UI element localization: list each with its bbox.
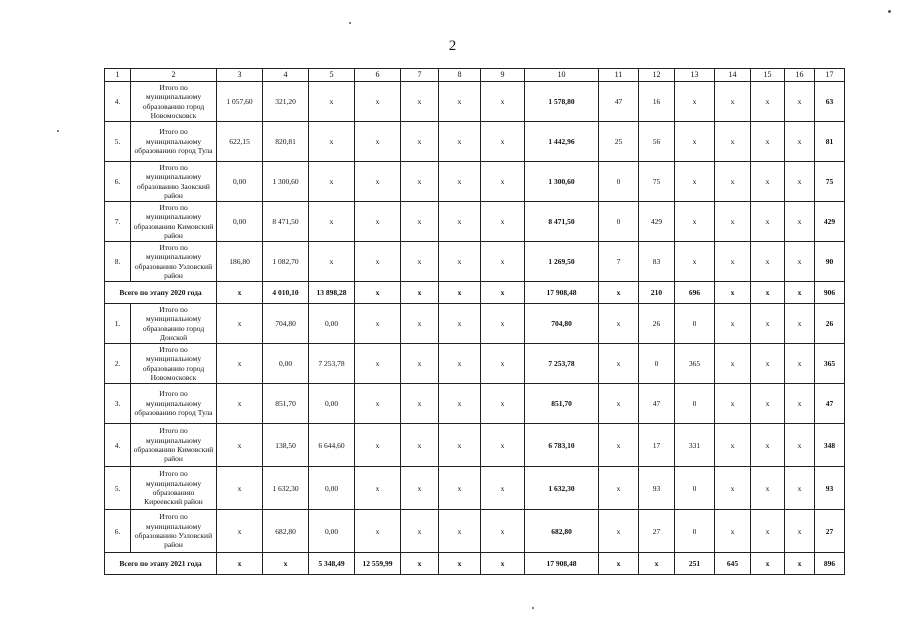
table-cell: х [751, 82, 785, 122]
table-row [105, 424, 845, 467]
table-cell: х [675, 122, 715, 162]
table-cell: х [217, 510, 263, 553]
table-cell: х [715, 202, 751, 242]
page-number: 2 [448, 38, 457, 54]
column-header: 9 [481, 69, 525, 82]
table-cell: 0 [599, 162, 639, 202]
table-row [105, 304, 845, 344]
table-cell: 696 [675, 282, 715, 304]
table-cell: х [751, 553, 785, 575]
table-row [105, 202, 845, 242]
table-cell: х [715, 344, 751, 384]
table-row [105, 162, 845, 202]
table-cell: х [785, 424, 815, 467]
table-cell: х [675, 82, 715, 122]
table-cell: х [715, 82, 751, 122]
table-row [105, 82, 845, 122]
table-cell: х [481, 344, 525, 384]
column-header: 12 [639, 69, 675, 82]
table-cell: 26 [815, 304, 845, 344]
table-cell: 0 [675, 467, 715, 510]
table-cell: х [401, 344, 439, 384]
table-cell: х [751, 344, 785, 384]
table-cell: 682,80 [525, 510, 599, 553]
table-cell: х [401, 202, 439, 242]
table-cell: 17 908,48 [525, 553, 599, 575]
table-cell: х [751, 242, 785, 282]
table-cell: х [715, 162, 751, 202]
table-cell: х [401, 510, 439, 553]
table-cell: х [401, 553, 439, 575]
table-cell: х [401, 162, 439, 202]
table-cell: 6 644,60 [309, 424, 355, 467]
table-cell: 25 [599, 122, 639, 162]
table-cell: 704,80 [525, 304, 599, 344]
table-cell: х [785, 242, 815, 282]
table-cell: х [751, 510, 785, 553]
table-cell: 210 [639, 282, 675, 304]
table-cell: х [439, 424, 481, 467]
table-cell: 0,00 [309, 304, 355, 344]
table-cell: х [785, 344, 815, 384]
table-cell: х [715, 384, 751, 424]
table-cell: х [439, 304, 481, 344]
column-header: 11 [599, 69, 639, 82]
scan-speck [349, 22, 351, 24]
table-cell: х [481, 282, 525, 304]
table-cell: 7 253,78 [525, 344, 599, 384]
column-header: 6 [355, 69, 401, 82]
table-cell: х [355, 122, 401, 162]
table-cell: 0,00 [217, 162, 263, 202]
municipality-name: Итого по муниципальному образованию город Новомосковск [131, 344, 217, 384]
table-cell: х [751, 122, 785, 162]
table-cell: 1 632,30 [525, 467, 599, 510]
table-cell: х [355, 384, 401, 424]
table-cell: х [309, 162, 355, 202]
table-cell: х [785, 553, 815, 575]
table-cell: х [785, 304, 815, 344]
table-cell: х [675, 162, 715, 202]
table-cell: 896 [815, 553, 845, 575]
row-number: 6. [105, 510, 131, 553]
table-cell: 0 [675, 384, 715, 424]
municipality-name: Итого по муниципальному образованию Заокский район [131, 162, 217, 202]
scan-speck [57, 130, 59, 132]
table-cell: 365 [815, 344, 845, 384]
table-cell: х [481, 122, 525, 162]
column-header: 14 [715, 69, 751, 82]
column-header: 15 [751, 69, 785, 82]
table-cell: х [439, 202, 481, 242]
table-cell: х [401, 122, 439, 162]
table-cell: 251 [675, 553, 715, 575]
table-cell: х [217, 304, 263, 344]
table-cell: х [715, 510, 751, 553]
table-cell: 13 898,28 [309, 282, 355, 304]
table-cell: х [439, 242, 481, 282]
table-cell: 1 300,60 [263, 162, 309, 202]
table-cell: х [309, 202, 355, 242]
table-cell: х [481, 202, 525, 242]
table-cell: х [481, 424, 525, 467]
table-cell: х [355, 344, 401, 384]
municipality-name: Итого по муниципальному образованию город Новомосковск [131, 82, 217, 122]
table-cell: х [751, 162, 785, 202]
table-cell: 16 [639, 82, 675, 122]
table-cell: х [217, 553, 263, 575]
row-number: 4. [105, 82, 131, 122]
column-header: 3 [217, 69, 263, 82]
table-cell: 17 908,48 [525, 282, 599, 304]
table-cell: х [217, 384, 263, 424]
table-cell: х [599, 553, 639, 575]
table-cell: 645 [715, 553, 751, 575]
table-row [105, 344, 845, 384]
municipality-name: Итого по муниципальному образованию Кимовский район [131, 424, 217, 467]
table-cell: х [675, 242, 715, 282]
table-cell: х [439, 82, 481, 122]
table-cell: 47 [639, 384, 675, 424]
table-cell: 0,00 [309, 384, 355, 424]
table-cell: х [439, 162, 481, 202]
data-table [104, 68, 845, 575]
table-cell: 8 471,50 [525, 202, 599, 242]
total-row [105, 282, 845, 304]
table-row [105, 510, 845, 553]
table-body [105, 82, 845, 575]
table-cell: 704,80 [263, 304, 309, 344]
row-number: 4. [105, 424, 131, 467]
total-label: Всего по этапу 2021 года [105, 553, 217, 575]
column-header: 16 [785, 69, 815, 82]
table-cell: х [481, 162, 525, 202]
table-cell: х [785, 202, 815, 242]
municipality-name: Итого по муниципальному образованию город Тула [131, 122, 217, 162]
row-number: 3. [105, 384, 131, 424]
table-cell: 6 783,10 [525, 424, 599, 467]
table-cell: 26 [639, 304, 675, 344]
table-cell: х [751, 304, 785, 344]
table-cell: х [439, 510, 481, 553]
table-cell: 93 [639, 467, 675, 510]
table-cell: 0,00 [309, 467, 355, 510]
table-cell: 682,80 [263, 510, 309, 553]
table-cell: 0 [675, 304, 715, 344]
table-cell: х [715, 467, 751, 510]
table-cell: х [785, 162, 815, 202]
table-row [105, 384, 845, 424]
column-header: 13 [675, 69, 715, 82]
table-cell: х [599, 304, 639, 344]
table-cell: 429 [639, 202, 675, 242]
column-header: 7 [401, 69, 439, 82]
table-cell: 0,00 [263, 344, 309, 384]
table-cell: х [599, 344, 639, 384]
table-cell: 851,70 [263, 384, 309, 424]
total-row [105, 553, 845, 575]
table-cell: 331 [675, 424, 715, 467]
table-cell: 27 [815, 510, 845, 553]
table-row [105, 242, 845, 282]
column-header: 4 [263, 69, 309, 82]
table-cell: х [751, 384, 785, 424]
municipality-name: Итого по муниципальному образованию город Донской [131, 304, 217, 344]
table-cell: 12 559,99 [355, 553, 401, 575]
municipality-name: Итого по муниципальному образованию Киреевский район [131, 467, 217, 510]
municipality-name: Итого по муниципальному образованию Кимовский район [131, 202, 217, 242]
table-cell: 75 [815, 162, 845, 202]
municipality-name: Итого по муниципальному образованию Узловский район [131, 242, 217, 282]
row-number: 7. [105, 202, 131, 242]
column-header: 2 [131, 69, 217, 82]
table-cell: 81 [815, 122, 845, 162]
table-cell: х [401, 424, 439, 467]
table-cell: х [309, 122, 355, 162]
municipality-name: Итого по муниципальному образованию Узловский район [131, 510, 217, 553]
table-cell: 0 [675, 510, 715, 553]
table-cell: х [751, 467, 785, 510]
row-number: 5. [105, 122, 131, 162]
table-cell: 0 [599, 202, 639, 242]
table-cell: х [599, 282, 639, 304]
table-cell: 7 253,78 [309, 344, 355, 384]
table-cell: х [785, 384, 815, 424]
table-cell: х [401, 467, 439, 510]
row-number: 1. [105, 304, 131, 344]
table-cell: 8 471,50 [263, 202, 309, 242]
scan-speck [532, 607, 534, 609]
table-cell: х [439, 282, 481, 304]
table-cell: х [599, 510, 639, 553]
table-cell: х [401, 282, 439, 304]
table-cell: 1 442,96 [525, 122, 599, 162]
table-cell: х [481, 242, 525, 282]
table-cell: 0 [639, 344, 675, 384]
table-cell: х [355, 202, 401, 242]
table-cell: 429 [815, 202, 845, 242]
table-cell: х [751, 282, 785, 304]
table-cell: х [715, 424, 751, 467]
table-cell: х [715, 122, 751, 162]
table-cell: 1 632,30 [263, 467, 309, 510]
table-cell: 5 348,49 [309, 553, 355, 575]
table-cell: х [715, 242, 751, 282]
municipality-name: Итого по муниципальному образованию город Тула [131, 384, 217, 424]
table-cell: х [355, 304, 401, 344]
scan-speck [888, 10, 891, 13]
table-cell: х [439, 122, 481, 162]
table-cell: х [599, 424, 639, 467]
table-cell: 851,70 [525, 384, 599, 424]
table-cell: 4 010,10 [263, 282, 309, 304]
table-cell: х [355, 242, 401, 282]
table-cell: х [401, 304, 439, 344]
table-cell: 1 057,60 [217, 82, 263, 122]
table-cell: 1 269,50 [525, 242, 599, 282]
table-cell: 56 [639, 122, 675, 162]
table-cell: х [355, 162, 401, 202]
table-cell: х [439, 384, 481, 424]
table-cell: х [639, 553, 675, 575]
table-cell: 1 578,80 [525, 82, 599, 122]
table-cell: х [481, 467, 525, 510]
table-cell: х [401, 384, 439, 424]
table-cell: х [715, 304, 751, 344]
table-cell: 75 [639, 162, 675, 202]
column-header: 1 [105, 69, 131, 82]
table-cell: х [355, 82, 401, 122]
table-cell: 0,00 [309, 510, 355, 553]
table-cell: 906 [815, 282, 845, 304]
table-cell: х [675, 202, 715, 242]
table-cell: х [751, 424, 785, 467]
table-cell: 63 [815, 82, 845, 122]
row-number: 5. [105, 467, 131, 510]
table-cell: х [355, 424, 401, 467]
table-cell: х [401, 82, 439, 122]
table-cell: х [785, 122, 815, 162]
table-cell: 47 [815, 384, 845, 424]
table-cell: 7 [599, 242, 639, 282]
table-cell: 1 300,60 [525, 162, 599, 202]
table-cell: х [439, 553, 481, 575]
table-cell: 90 [815, 242, 845, 282]
table-cell: 348 [815, 424, 845, 467]
table-cell: х [309, 82, 355, 122]
table-cell: х [751, 202, 785, 242]
table-cell: 17 [639, 424, 675, 467]
table-cell: х [217, 344, 263, 384]
table-cell: 27 [639, 510, 675, 553]
table-cell: х [263, 553, 309, 575]
table-cell: х [401, 242, 439, 282]
table-cell: 622,15 [217, 122, 263, 162]
table-row [105, 122, 845, 162]
table-cell: х [785, 82, 815, 122]
table-cell: х [309, 242, 355, 282]
column-header: 10 [525, 69, 599, 82]
table-cell: 83 [639, 242, 675, 282]
table-cell: х [785, 282, 815, 304]
total-label: Всего по этапу 2020 года [105, 282, 217, 304]
table-cell: х [785, 510, 815, 553]
table-cell: х [481, 510, 525, 553]
table-cell: х [481, 384, 525, 424]
table-cell: 93 [815, 467, 845, 510]
column-header: 8 [439, 69, 481, 82]
table-cell: 0,00 [217, 202, 263, 242]
table-cell: 138,50 [263, 424, 309, 467]
table-cell: х [785, 467, 815, 510]
column-header: 17 [815, 69, 845, 82]
table-header-row [105, 69, 845, 82]
table-cell: х [355, 510, 401, 553]
table-cell: х [481, 82, 525, 122]
table-cell: х [217, 424, 263, 467]
table-cell: х [355, 282, 401, 304]
table-cell: х [715, 282, 751, 304]
table-cell: х [599, 467, 639, 510]
table-cell: 1 082,70 [263, 242, 309, 282]
column-header: 5 [309, 69, 355, 82]
table-cell: х [439, 344, 481, 384]
row-number: 6. [105, 162, 131, 202]
table-cell: 47 [599, 82, 639, 122]
table-row [105, 467, 845, 510]
table-cell: х [481, 304, 525, 344]
table-cell: х [439, 467, 481, 510]
table-cell: 321,20 [263, 82, 309, 122]
table-cell: х [217, 467, 263, 510]
table-cell: х [355, 467, 401, 510]
row-number: 8. [105, 242, 131, 282]
table-cell: 186,80 [217, 242, 263, 282]
table-cell: х [217, 282, 263, 304]
table-cell: 820,81 [263, 122, 309, 162]
table-cell: 365 [675, 344, 715, 384]
table-cell: х [481, 553, 525, 575]
row-number: 2. [105, 344, 131, 384]
table-cell: х [599, 384, 639, 424]
